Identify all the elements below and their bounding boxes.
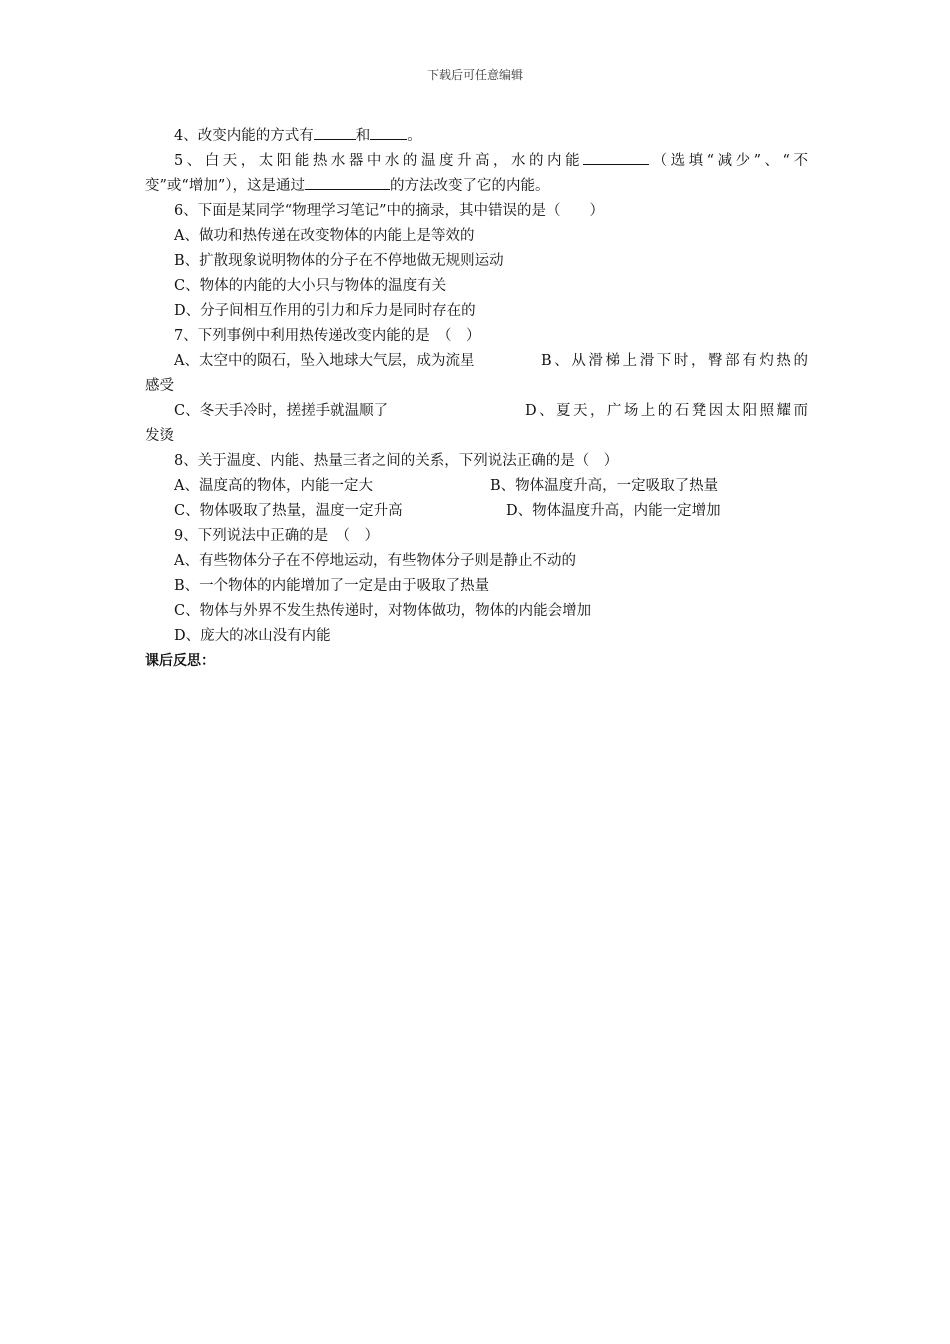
question-7-options-cd bbox=[145, 399, 808, 424]
question-9-option-b: B、一个物体的内能增加了一定是由于吸取了热量 bbox=[174, 578, 490, 594]
question-8-option-c: C、物体吸取了热量，温度一定升高 bbox=[174, 503, 403, 519]
question-9-stem: 9、下列说法中正确的是 （ ） bbox=[174, 528, 379, 544]
question-8-option-b: B、物体温度升高，一定吸取了热量 bbox=[490, 478, 719, 494]
q4-text-b: 和 bbox=[355, 128, 371, 144]
question-4 bbox=[145, 124, 808, 149]
question-6-option-b: B、扩散现象说明物体的分子在不停地做无规则运动 bbox=[174, 253, 504, 269]
question-8-stem: 8、关于温度、内能、热量三者之间的关系，下列说法正确的是（ ） bbox=[174, 453, 619, 469]
question-7-options-ab bbox=[145, 349, 808, 374]
question-7-option-b-cont: 感受 bbox=[145, 378, 174, 394]
q4-text-c: 。 bbox=[407, 128, 422, 144]
q5-text-d: 的方法改变了它的内能。 bbox=[390, 178, 550, 194]
question-5-line-1 bbox=[145, 149, 808, 174]
question-9-option-a: A、有些物体分子在不停地运动，有些物体分子则是静止不动的 bbox=[174, 553, 576, 569]
q4-text-a: 4、改变内能的方式有 bbox=[174, 128, 314, 144]
q4-blank-1 bbox=[314, 125, 356, 140]
question-7-option-b: B、从滑梯上滑下时，臀部有灼热的 bbox=[541, 353, 808, 369]
question-8-options-cd bbox=[145, 499, 808, 524]
question-6-option-d: D、分子间相互作用的引力和斥力是同时存在的 bbox=[174, 303, 476, 319]
question-6-stem: 6、下面是某同学“物理学习笔记”中的摘录，其中错误的是（ ） bbox=[174, 203, 605, 219]
q5-text-b: （选填“减少”、“不 bbox=[649, 153, 808, 169]
question-7-option-c: C、冬天手冷时，搓搓手就温顺了 bbox=[174, 403, 389, 419]
question-8-option-d: D、物体温度升高，内能一定增加 bbox=[506, 503, 721, 519]
page-header: 下载后可任意编辑 bbox=[426, 68, 523, 82]
q4-blank-2 bbox=[370, 125, 407, 140]
q5-blank-2 bbox=[305, 175, 390, 190]
question-8-options-ab bbox=[145, 474, 808, 499]
q5-text-a: 5、白天，太阳能热水器中水的温度升高，水的内能 bbox=[174, 153, 584, 169]
reflection-heading: 课后反思： bbox=[145, 653, 215, 669]
question-5-line-2 bbox=[145, 174, 808, 199]
document-body bbox=[145, 124, 808, 674]
q5-text-c: 变”或“增加”），这是通过 bbox=[145, 178, 305, 194]
q5-blank-1 bbox=[583, 150, 649, 165]
question-7-stem: 7、下列事例中利用热传递改变内能的是 （ ） bbox=[174, 328, 481, 344]
question-8-option-a: A、温度高的物体，内能一定大 bbox=[174, 478, 373, 494]
question-6-option-a: A、做功和热传递在改变物体的内能上是等效的 bbox=[174, 228, 475, 244]
question-7-option-d: D、夏天，广场上的石凳因太阳照耀而 bbox=[525, 403, 808, 419]
question-9-option-d: D、庞大的冰山没有内能 bbox=[174, 628, 331, 644]
question-9-option-c: C、物体与外界不发生热传递时，对物体做功，物体的内能会增加 bbox=[174, 603, 592, 619]
question-7-option-d-cont: 发烫 bbox=[145, 428, 174, 444]
question-6-option-c: C、物体的内能的大小只与物体的温度有关 bbox=[174, 278, 447, 294]
question-7-option-a: A、太空中的陨石，坠入地球大气层，成为流星 bbox=[174, 353, 475, 369]
